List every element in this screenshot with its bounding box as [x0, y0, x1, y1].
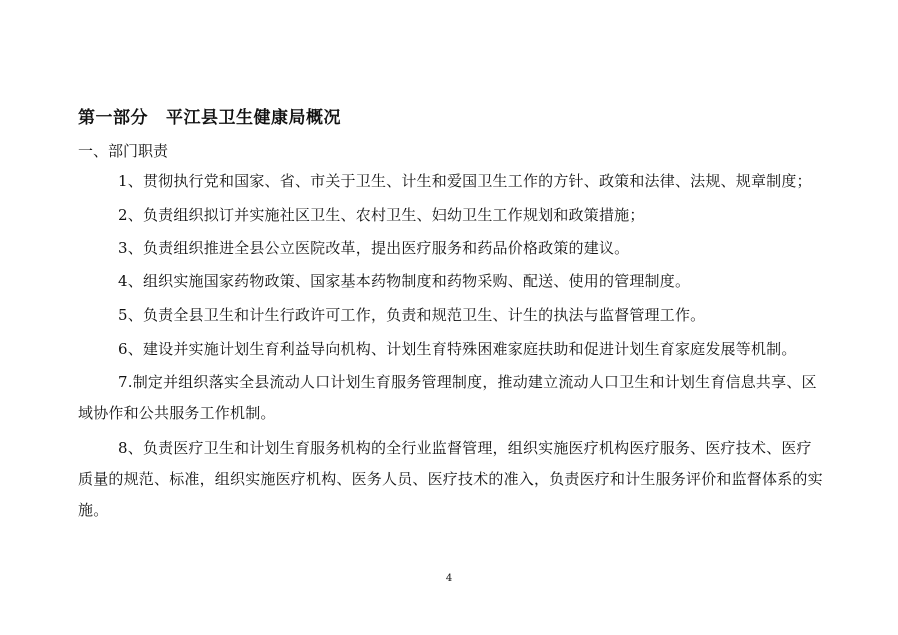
- page-number: 4: [445, 573, 453, 584]
- duty-paragraph-5: 5、负责全县卫生和计生行政许可工作，负责和规范卫生、计生的执法与监督管理工作。: [118, 306, 706, 324]
- duty-paragraph-7: 7.制定并组织落实全县流动人口计划生育服务管理制度，推动建立流动人口卫生和计划生育信息共享、区域协作和公共服务工作机制。: [78, 373, 817, 422]
- part-name: 平江县卫生健康局概况: [166, 108, 341, 128]
- duty-paragraph-2: 2、负责组织拟订并实施社区卫生、农村卫生、妇幼卫生工作规划和政策措施；: [118, 206, 645, 224]
- duty-paragraph-8: 8、负责医疗卫生和计划生育服务机构的全行业监督管理，组织实施医疗机构医疗服务、医疗技术、医疗质量的规范、标准，组织实施医疗机构、医务人员、医疗技术的准入，负责医疗和计生服务评价和监督体系的实施。: [78, 439, 823, 519]
- part-label: 第一部分: [78, 108, 148, 128]
- section-heading: 一、部门职责: [78, 142, 169, 160]
- part-title: [78, 103, 341, 128]
- duty-paragraph-6: 6、建设并实施计划生育利益导向机构、计划生育特殊困难家庭扶助和促进计划生育家庭发展等机制。: [118, 340, 797, 358]
- duty-paragraph-4: 4、组织实施国家药物政策、国家基本药物制度和药物采购、配送、使用的管理制度。: [118, 272, 691, 290]
- duty-paragraph-1: 1、贯彻执行党和国家、省、市关于卫生、计生和爱国卫生工作的方针、政策和法律、法规、规章制度；: [118, 172, 812, 190]
- duty-paragraph-3: 3、负责组织推进全县公立医院改革，提出医疗服务和药品价格政策的建议。: [118, 239, 630, 257]
